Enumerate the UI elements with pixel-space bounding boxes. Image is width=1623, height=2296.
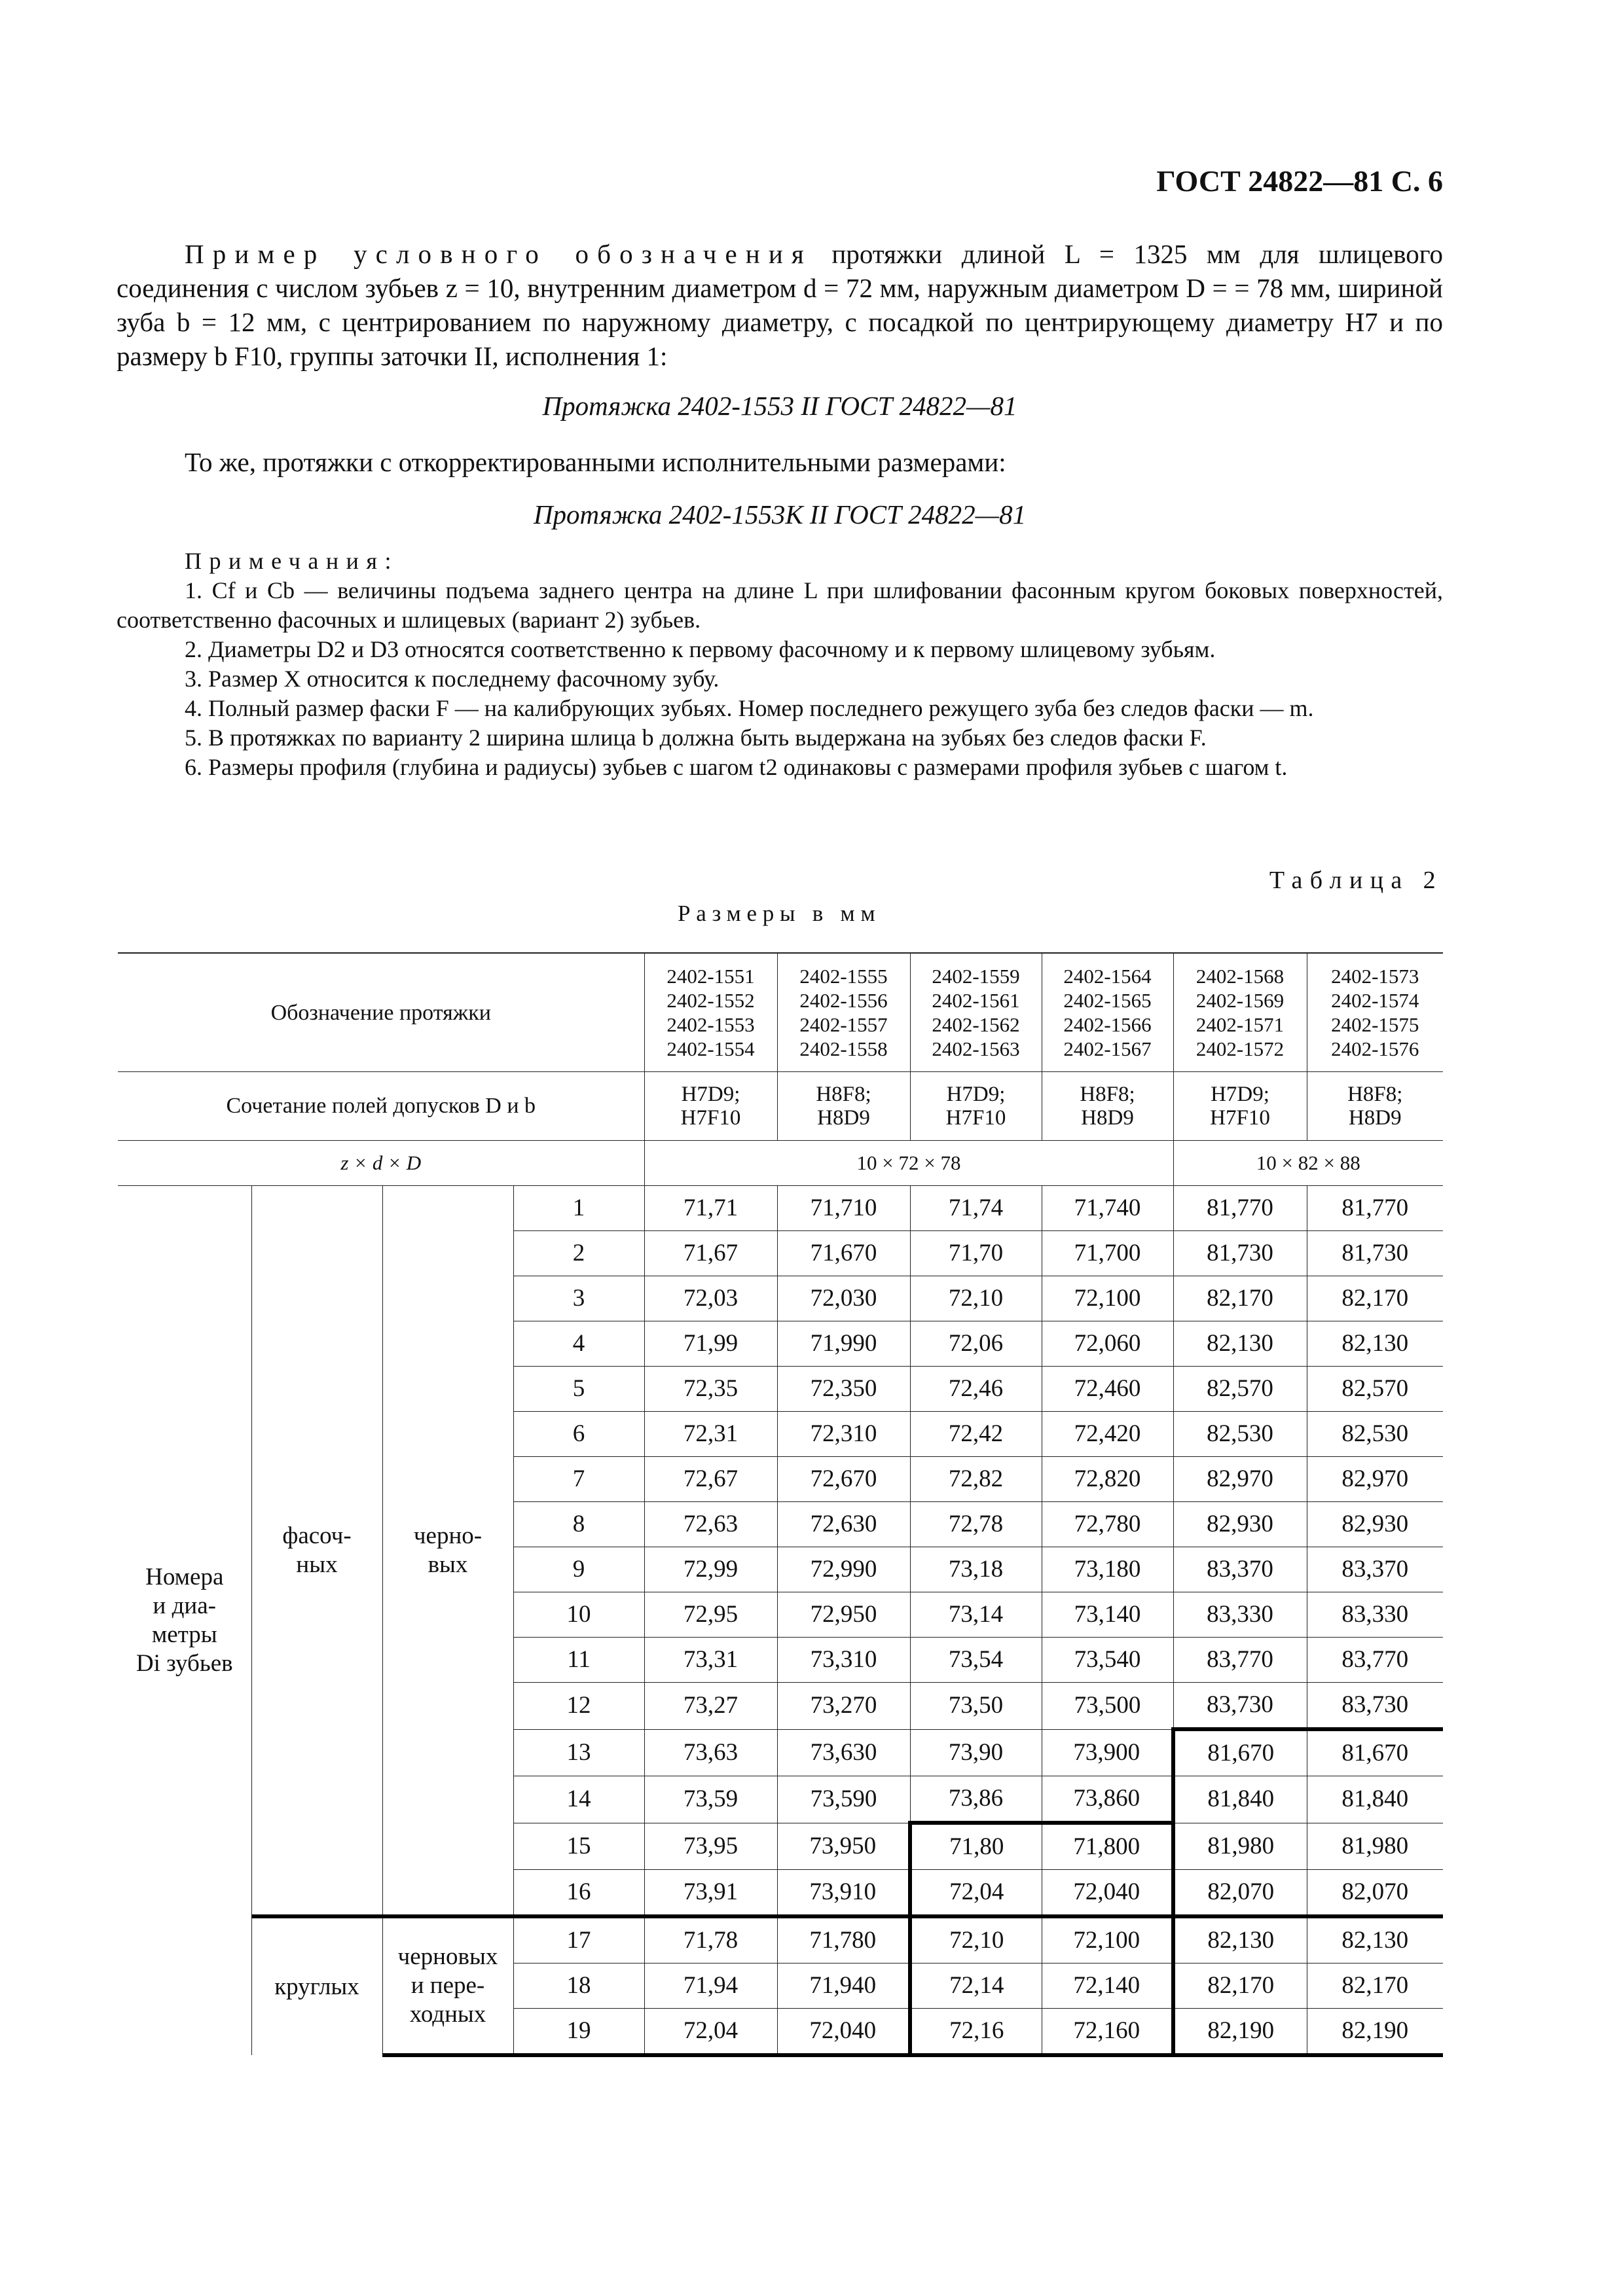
diameter-value: 72,04 (644, 2009, 777, 2056)
designation-cell: 2402-1568 2402-1569 2402-1571 2402-1572 (1173, 953, 1307, 1072)
diameter-value: 71,990 (777, 1321, 910, 1367)
diameter-value: 72,10 (910, 1276, 1042, 1321)
notes-block (117, 547, 1443, 782)
tooth-number: 9 (513, 1547, 644, 1592)
diameter-value: 72,310 (777, 1412, 910, 1457)
same-paragraph: То же, протяжки с откорректированными исполнительными размерами: (185, 447, 1006, 477)
diameter-value: 82,070 (1307, 1870, 1443, 1917)
table-units: Размеры в мм (678, 901, 881, 926)
diameter-value: 73,950 (777, 1823, 910, 1870)
diameter-value: 72,04 (910, 1870, 1042, 1917)
diameter-value: 73,860 (1042, 1776, 1173, 1823)
tolerance-row (118, 1072, 1443, 1141)
diameter-value: 81,670 (1173, 1729, 1307, 1776)
diameter-value: 72,160 (1042, 2009, 1173, 2056)
tooth-number: 16 (513, 1870, 644, 1917)
diameter-value: 71,670 (777, 1231, 910, 1276)
diameter-value: 73,140 (1042, 1592, 1173, 1638)
diameter-value: 82,130 (1173, 1321, 1307, 1367)
diameter-value: 83,730 (1307, 1683, 1443, 1730)
diameter-value: 72,350 (777, 1367, 910, 1412)
diameter-value: 72,990 (777, 1547, 910, 1592)
diameter-value: 81,980 (1173, 1823, 1307, 1870)
tooth-number: 14 (513, 1776, 644, 1823)
diameter-value: 73,14 (910, 1592, 1042, 1638)
tooth-number: 10 (513, 1592, 644, 1638)
diameter-value: 71,71 (644, 1186, 777, 1231)
diameter-value: 82,170 (1307, 1276, 1443, 1321)
diameter-value: 81,980 (1307, 1823, 1443, 1870)
table-caption: Таблица 2 (1269, 867, 1443, 894)
designation-row (118, 953, 1443, 1072)
diameter-value: 72,820 (1042, 1457, 1173, 1502)
tooth-number: 18 (513, 1964, 644, 2009)
diameter-value: 72,630 (777, 1502, 910, 1547)
diameter-value: 72,42 (910, 1412, 1042, 1457)
note-item: 2. Диаметры D2 и D3 относятся соответственно к первому фасочному и к первому шлицевому зубьям. (185, 636, 1216, 662)
diameter-value: 82,130 (1173, 1916, 1307, 1964)
diameter-value: 73,90 (910, 1729, 1042, 1776)
diameter-value: 72,14 (910, 1964, 1042, 2009)
round-label-cell: круглых (251, 1916, 382, 2055)
diameter-value: 71,780 (777, 1916, 910, 1964)
note-item: 6. Размеры профиля (глубина и радиусы) зубьев с шагом t2 одинаковы с размерами профиля зубьев с шагом t. (185, 754, 1288, 780)
diameter-value: 81,730 (1307, 1231, 1443, 1276)
note-item: 5. В протяжках по варианту 2 ширина шлица b должна быть выдержана на зубьях без следов фаски F. (185, 725, 1207, 751)
tooth-number: 15 (513, 1823, 644, 1870)
example-lead: Пример условного обозначения (185, 239, 812, 269)
designation-cell: 2402-1573 2402-1574 2402-1575 2402-1576 (1307, 953, 1443, 1072)
diameter-value: 72,10 (910, 1916, 1042, 1964)
diameter-value: 82,930 (1173, 1502, 1307, 1547)
diameter-value: 82,170 (1173, 1276, 1307, 1321)
tolerance-cell: H8F8; H8D9 (1307, 1072, 1443, 1141)
notes-list (117, 576, 1443, 782)
diameter-value: 73,54 (910, 1638, 1042, 1683)
diameter-value: 71,78 (644, 1916, 777, 1964)
diameter-value: 73,91 (644, 1870, 777, 1917)
diameter-value: 72,100 (1042, 1916, 1173, 1964)
diameter-value: 73,86 (910, 1776, 1042, 1823)
diameter-value: 73,59 (644, 1776, 777, 1823)
tooth-number: 1 (513, 1186, 644, 1231)
designation-cell: 2402-1564 2402-1565 2402-1566 2402-1567 (1042, 953, 1173, 1072)
diameter-value: 72,16 (910, 2009, 1042, 2056)
tooth-number: 8 (513, 1502, 644, 1547)
diameter-value: 72,460 (1042, 1367, 1173, 1412)
tooth-number: 17 (513, 1916, 644, 1964)
diameter-value: 83,330 (1173, 1592, 1307, 1638)
diameter-value: 72,950 (777, 1592, 910, 1638)
notes-title: Примечания: (185, 548, 399, 574)
diameter-value: 71,74 (910, 1186, 1042, 1231)
diameter-value: 72,780 (1042, 1502, 1173, 1547)
tolerance-cell: H8F8; H8D9 (777, 1072, 910, 1141)
diameter-value: 82,130 (1307, 1321, 1443, 1367)
note-item: 3. Размер X относится к последнему фасочному зубу. (185, 666, 720, 692)
zdD-cell: 10 × 82 × 88 (1173, 1141, 1443, 1186)
diameter-value: 82,190 (1307, 2009, 1443, 2056)
diameter-value: 83,770 (1307, 1638, 1443, 1683)
diameter-value: 81,770 (1307, 1186, 1443, 1231)
example-paragraph (117, 237, 1443, 373)
diameter-value: 72,040 (777, 2009, 910, 2056)
designation-cell: 2402-1551 2402-1552 2402-1553 2402-1554 (644, 953, 777, 1072)
diameter-value: 82,190 (1173, 2009, 1307, 2056)
designation-cell: 2402-1555 2402-1556 2402-1557 2402-1558 (777, 953, 910, 1072)
diameter-value: 81,770 (1173, 1186, 1307, 1231)
diameter-value: 73,590 (777, 1776, 910, 1823)
designation-cell: 2402-1559 2402-1561 2402-1562 2402-1563 (910, 953, 1042, 1072)
designation-example: Протяжка 2402-1553 II ГОСТ 24822—81 (542, 391, 1017, 421)
diameter-value: 73,95 (644, 1823, 777, 1870)
diameter-value: 72,99 (644, 1547, 777, 1592)
diameter-value: 81,730 (1173, 1231, 1307, 1276)
diameter-value: 71,700 (1042, 1231, 1173, 1276)
diameter-value: 81,840 (1173, 1776, 1307, 1823)
diameter-value: 73,27 (644, 1683, 777, 1730)
diameter-value: 72,670 (777, 1457, 910, 1502)
diameter-value: 72,140 (1042, 1964, 1173, 2009)
diameter-value: 73,900 (1042, 1729, 1173, 1776)
diameter-value: 82,130 (1307, 1916, 1443, 1964)
tolerance-cell: H8F8; H8D9 (1042, 1072, 1173, 1141)
diameter-value: 73,500 (1042, 1683, 1173, 1730)
zdD-label: z × d × D (118, 1141, 644, 1186)
designation-label: Обозначение протяжки (118, 953, 644, 1072)
diameter-value: 72,420 (1042, 1412, 1173, 1457)
tooth-number: 12 (513, 1683, 644, 1730)
rough-label-cell: черно- вых (382, 1186, 513, 1917)
diameter-value: 81,670 (1307, 1729, 1443, 1776)
diameter-value: 82,530 (1307, 1412, 1443, 1457)
diameter-value: 82,170 (1173, 1964, 1307, 2009)
diameter-value: 82,570 (1173, 1367, 1307, 1412)
diameter-value: 83,370 (1307, 1547, 1443, 1592)
diameter-value: 71,710 (777, 1186, 910, 1231)
zdD-row (118, 1141, 1443, 1186)
tolerance-cell: H7D9; H7F10 (1173, 1072, 1307, 1141)
tolerance-cell: H7D9; H7F10 (910, 1072, 1042, 1141)
diameter-value: 73,31 (644, 1638, 777, 1683)
round-sub-label-cell: черновых и пере- ходных (382, 1916, 513, 2055)
tooth-number: 4 (513, 1321, 644, 1367)
page-header: ГОСТ 24822—81 С. 6 (1156, 164, 1443, 198)
diameter-value: 82,570 (1307, 1367, 1443, 1412)
diameter-value: 83,770 (1173, 1638, 1307, 1683)
diameter-value: 73,910 (777, 1870, 910, 1917)
tooth-number: 2 (513, 1231, 644, 1276)
group-label-cell: Номера и диа- метры Di зубьев (118, 1186, 251, 2056)
diameter-value: 71,99 (644, 1321, 777, 1367)
tolerance-label: Сочетание полей допусков D и b (118, 1072, 644, 1141)
diameter-value: 71,800 (1042, 1823, 1173, 1870)
diameter-value: 73,310 (777, 1638, 910, 1683)
diameter-value: 72,03 (644, 1276, 777, 1321)
diameter-value: 82,170 (1307, 1964, 1443, 2009)
diameter-value: 71,70 (910, 1231, 1042, 1276)
dimensions-table (118, 952, 1443, 2057)
diameter-value: 71,740 (1042, 1186, 1173, 1231)
table-row (118, 1916, 1443, 1964)
diameter-value: 72,06 (910, 1321, 1042, 1367)
table-row (118, 1186, 1443, 1231)
diameter-value: 82,930 (1307, 1502, 1443, 1547)
diameter-value: 73,180 (1042, 1547, 1173, 1592)
diameter-value: 72,060 (1042, 1321, 1173, 1367)
diameter-value: 73,50 (910, 1683, 1042, 1730)
diameter-value: 83,730 (1173, 1683, 1307, 1730)
diameter-value: 72,030 (777, 1276, 910, 1321)
tooth-number: 6 (513, 1412, 644, 1457)
diameter-value: 72,82 (910, 1457, 1042, 1502)
diameter-value: 73,630 (777, 1729, 910, 1776)
diameter-value: 71,940 (777, 1964, 910, 2009)
diameter-value: 82,970 (1307, 1457, 1443, 1502)
diameter-value: 82,530 (1173, 1412, 1307, 1457)
diameter-value: 72,63 (644, 1502, 777, 1547)
diameter-value: 72,95 (644, 1592, 777, 1638)
diameter-value: 81,840 (1307, 1776, 1443, 1823)
diameter-value: 73,540 (1042, 1638, 1173, 1683)
tooth-number: 3 (513, 1276, 644, 1321)
diameter-value: 73,18 (910, 1547, 1042, 1592)
diameter-value: 72,35 (644, 1367, 777, 1412)
tooth-number: 13 (513, 1729, 644, 1776)
diameter-value: 82,970 (1173, 1457, 1307, 1502)
diameter-value: 83,370 (1173, 1547, 1307, 1592)
diameter-value: 71,94 (644, 1964, 777, 2009)
tooth-number: 11 (513, 1638, 644, 1683)
zdD-cell: 10 × 72 × 78 (644, 1141, 1173, 1186)
example-text: протяжки длиной L = 1325 мм для шлицевого соединения с числом зубьев z = 10, внутренним диаметром d = 72 мм, наружным диаметром D = = 78 мм, шириной зуба b = 12 мм, с центрированием по наружному диаметру, с посадкой по центрирующему диаметру H7 и по размеру b F10, группы заточки II, исполнения 1: (117, 239, 1444, 371)
diameter-value: 72,100 (1042, 1276, 1173, 1321)
note-item: 4. Полный размер фаски F — на калибрующих зубьях. Номер последнего режущего зуба без следов фаски — m. (185, 695, 1314, 721)
diameter-value: 83,330 (1307, 1592, 1443, 1638)
tooth-number: 19 (513, 2009, 644, 2056)
tolerance-cell: H7D9; H7F10 (644, 1072, 777, 1141)
designation-example-corrected: Протяжка 2402-1553К II ГОСТ 24822—81 (533, 499, 1027, 529)
tooth-number: 7 (513, 1457, 644, 1502)
diameter-value: 72,31 (644, 1412, 777, 1457)
note-item: 1. Cf и Cb — величины подъема заднего центра на длине L при шлифовании фасонным кругом боковых поверхностей, соответственно фасочных и шлицевых (вариант 2) зубьев. (117, 577, 1443, 633)
diameter-value: 72,46 (910, 1367, 1042, 1412)
diameter-value: 72,67 (644, 1457, 777, 1502)
diameter-value: 73,63 (644, 1729, 777, 1776)
diameter-value: 82,070 (1173, 1870, 1307, 1917)
diameter-value: 71,67 (644, 1231, 777, 1276)
chamfer-label-cell: фасоч- ных (251, 1186, 382, 1917)
diameter-value: 71,80 (910, 1823, 1042, 1870)
tooth-number: 5 (513, 1367, 644, 1412)
diameter-value: 73,270 (777, 1683, 910, 1730)
diameter-value: 72,040 (1042, 1870, 1173, 1917)
diameter-value: 72,78 (910, 1502, 1042, 1547)
